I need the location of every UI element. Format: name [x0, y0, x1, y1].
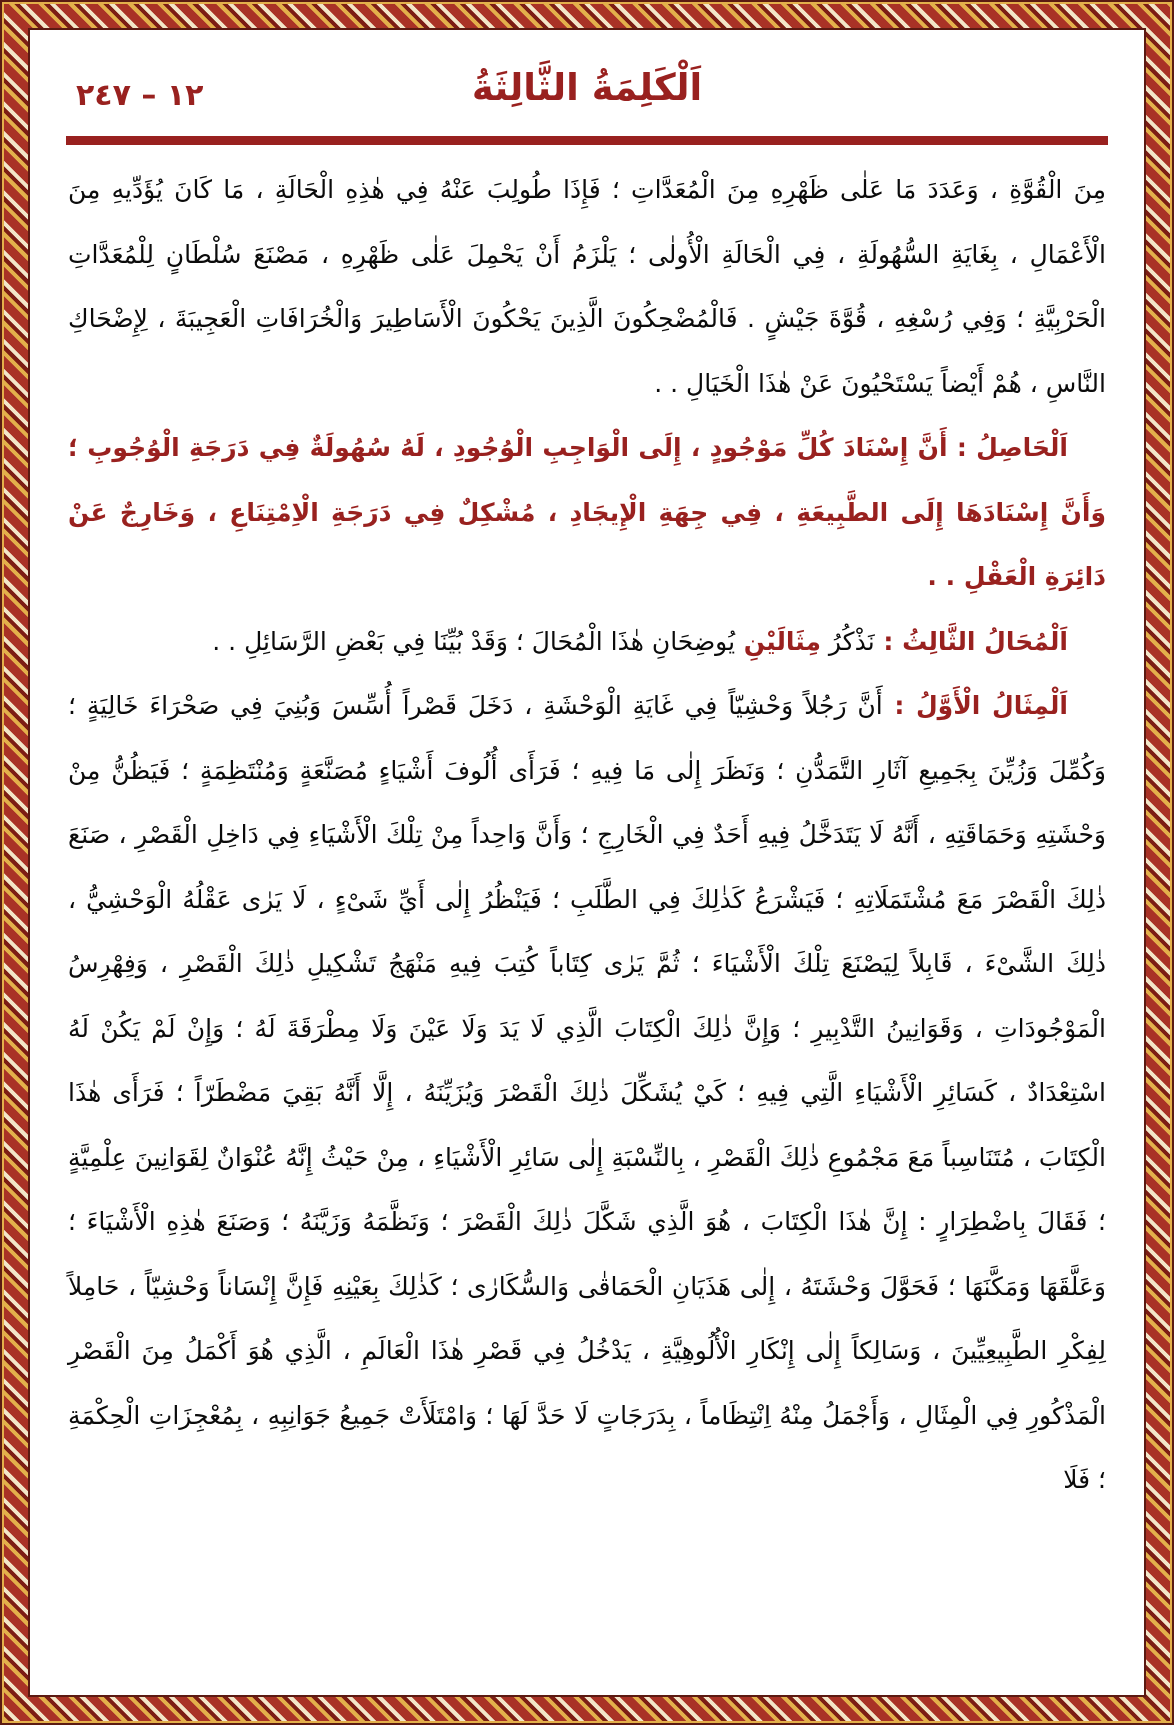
page-title: اَلْكَلِمَةُ الثَّالِثَةُ [471, 66, 703, 109]
conclusion-lead: اَلْحَاصِلُ : [947, 433, 1068, 462]
third-impossibility-text-2: يُوضِحَانِ هٰذَا الْمُحَالَ ؛ وَقَدْ بُيِّنَا فِي بَعْضِ الرَّسَائِلِ . . [212, 626, 736, 656]
conclusion-text: أَنَّ إِسْنَادَ كُلِّ مَوْجُودٍ ، إِلَى الْوَاجِبِ الْوُجُودِ ، لَهُ سُهُولَةٌ فِي دَرَجَةِ الْوُجُوبِ ؛ وَأَنَّ إِسْنَادَهَا إِلَى الطَّبِيعَةِ ، فِي جِهَةِ الْإِيجَادِ ، مُشْكِلٌ فِي دَرَجَةِ الْاِمْتِنَاعِ ، وَخَارِجٌ عَنْ دَائِرَةِ الْعَقْلِ . . [68, 433, 1106, 591]
title-divider-rule [66, 136, 1108, 145]
paragraph-first-example [68, 674, 1106, 1513]
first-example-text: أَنَّ رَجُلاً وَحْشِيّاً فِي غَايَةِ الْوَحْشَةِ ، دَخَلَ قَصْراً أُسِّسَ وَبُنِيَ فِي صَحْرَاءَ خَالِيَةٍ ؛ وَكُمِّلَ وَزُيِّنَ بِجَمِيعِ آثَارِ التَّمَدُّنِ ؛ وَنَظَرَ إِلٰى مَا فِيهِ ؛ فَرَأَى أُلُوفَ أَشْيَاءٍ مُصَنَّعَةٍ وَمُنْتَظِمَةٍ ؛ فَيَظُنُّ مِنْ وَحْشَتِهِ وَحَمَاقَتِهِ ، أَنَّهُ لَا يَتَدَخَّلُ فِيهِ أَحَدٌ فِي الْخَارِجِ ؛ وَأَنَّ وَاحِداً مِنْ تِلْكَ الْأَشْيَاءِ فِي دَاخِلِ الْقَصْرِ ، صَنَعَ ذٰلِكَ الْقَصْرَ مَعَ مُشْتَمَلَاتِهِ ؛ فَيَشْرَعُ كَذٰلِكَ فِي الطَّلَبِ ؛ فَيَنْظُرُ إِلٰى أَيِّ شَىْءٍ ، لَا يَرٰى عَقْلُهُ الْوَحْشِيُّ ، ذٰلِكَ الشَّىْءَ ، قَابِلاً لِيَصْنَعَ تِلْكَ الْأَشْيَاءَ ؛ ثُمَّ يَرٰى كِتَاباً كُتِبَ فِيهِ مَنْهَجُ تَشْكِيلِ ذٰلِكَ الْقَصْرِ ، وَفِهْرِسُ الْمَوْجُودَاتِ ، وَقَوَانِينُ التَّدْبِيرِ ؛ وَإِنَّ ذٰلِكَ الْكِتَابَ الَّذِي لَا يَدَ وَلَا عَيْنَ وَلَا مِطْرَقَةَ لَهُ ؛ وَإِنْ لَمْ يَكُنْ لَهُ اسْتِعْدَادٌ ، كَسَائِرِ الْأَشْيَاءِ الَّتِي فِيهِ ؛ كَيْ يُشَكِّلَ ذٰلِكَ الْقَصْرَ وَيُزَيِّنَهُ ، إِلَّا أَنَّهُ بَقِيَ مَضْطَرّاً ؛ فَرَأَى هٰذَا الْكِتَابَ ، مُتَنَاسِباً مَعَ مَجْمُوعِ ذٰلِكَ الْقَصْرِ ، بِالنِّسْبَةِ إِلٰى سَائِرِ الْأَشْيَاءِ ، مِنْ حَيْثُ إِنَّهُ عُنْوَانٌ لِقَوَانِينَ عِلْمِيَّةٍ ؛ فَقَالَ بِاضْطِرَارٍ : إِنَّ هٰذَا الْكِتَابَ ، هُوَ الَّذِي شَكَّلَ ذٰلِكَ الْقَصْرَ ؛ وَنَظَّمَهُ وَزَيَّنَهُ ؛ وَصَنَعَ هٰذِهِ الْأَشْيَاءَ ؛ وَعَلَّقَهَا وَمَكَّنَهَا ؛ فَحَوَّلَ وَحْشَتَهُ ، إِلٰى هَذَيَانِ الْحَمَاقٰى وَالسُّكَارٰى ؛ كَذٰلِكَ بِعَيْنِهِ فَإِنَّ إِنْسَاناً وَحْشِيّاً ، حَامِلاً لِفِكْرِ الطَّبِيعِيِّينَ ، وَسَالِكاً إِلٰى إِنْكَارِ الْأُلُوهِيَّةِ ، يَدْخُلُ فِي قَصْرِ هٰذَا الْعَالَمِ ، الَّذِي هُوَ أَكْمَلُ مِنَ الْقَصْرِ الْمَذْكُورِ فِي الْمِثَالِ ، وَأَجْمَلُ مِنْهُ اِنْتِظَاماً ، بِدَرَجَاتٍ لَا حَدَّ لَهَا ؛ وَامْتَلَأَتْ جَمِيعُ جَوَانِبِهِ ، بِمُعْجِزَاتِ الْحِكْمَةِ ؛ فَلَا [68, 691, 1106, 1494]
paragraph-third-impossibility [68, 610, 1106, 675]
body-text [60, 144, 1114, 1513]
page-number: ١٢ – ٢٤٧ [76, 78, 204, 113]
third-impossibility-highlight: مِثَالَيْنِ [735, 626, 821, 656]
paragraph-continuation-text: مِنَ الْقُوَّةِ ، وَعَدَدَ مَا عَلٰى ظَهْرِهِ مِنَ الْمُعَدَّاتِ ؛ فَإِذَا طُولِبَ عَنْهُ فِي هٰذِهِ الْحَالَةِ ، مَا كَانَ يُؤَدِّيهِ مِنَ الْأَعْمَالِ ، بِغَايَةِ السُّهُولَةِ ، فِي الْحَالَةِ الْأُولٰى ؛ يَلْزَمُ أَنْ يَحْمِلَ عَلٰى ظَهْرِهِ ، مَصْنَعَ سُلْطَانٍ لِلْمُعَدَّاتِ الْحَرْبِيَّةِ ؛ وَفِي رُسْغِهِ ، قُوَّةَ جَيْشٍ . فَالْمُضْحِكُونَ الَّذِينَ يَحْكُونَ الْأَسَاطِيرَ وَالْخُرَافَاتِ الْعَجِيبَةَ ، لِإِضْحَاكِ النَّاسِ ، هُمْ أَيْضاً يَسْتَحْيُونَ عَنْ هٰذَا الْخَيَالِ . . [68, 175, 1106, 398]
paragraph-continuation [68, 158, 1106, 416]
first-example-lead: اَلْمِثَالُ الْأَوَّلُ : [882, 691, 1069, 720]
paragraph-conclusion [68, 416, 1106, 610]
third-impossibility-lead: اَلْمُحَالُ الثَّالِثُ : [874, 626, 1068, 656]
page-header [60, 44, 1114, 144]
page-content [28, 28, 1146, 1697]
third-impossibility-text-1: نَذْكُرُ [820, 626, 875, 656]
